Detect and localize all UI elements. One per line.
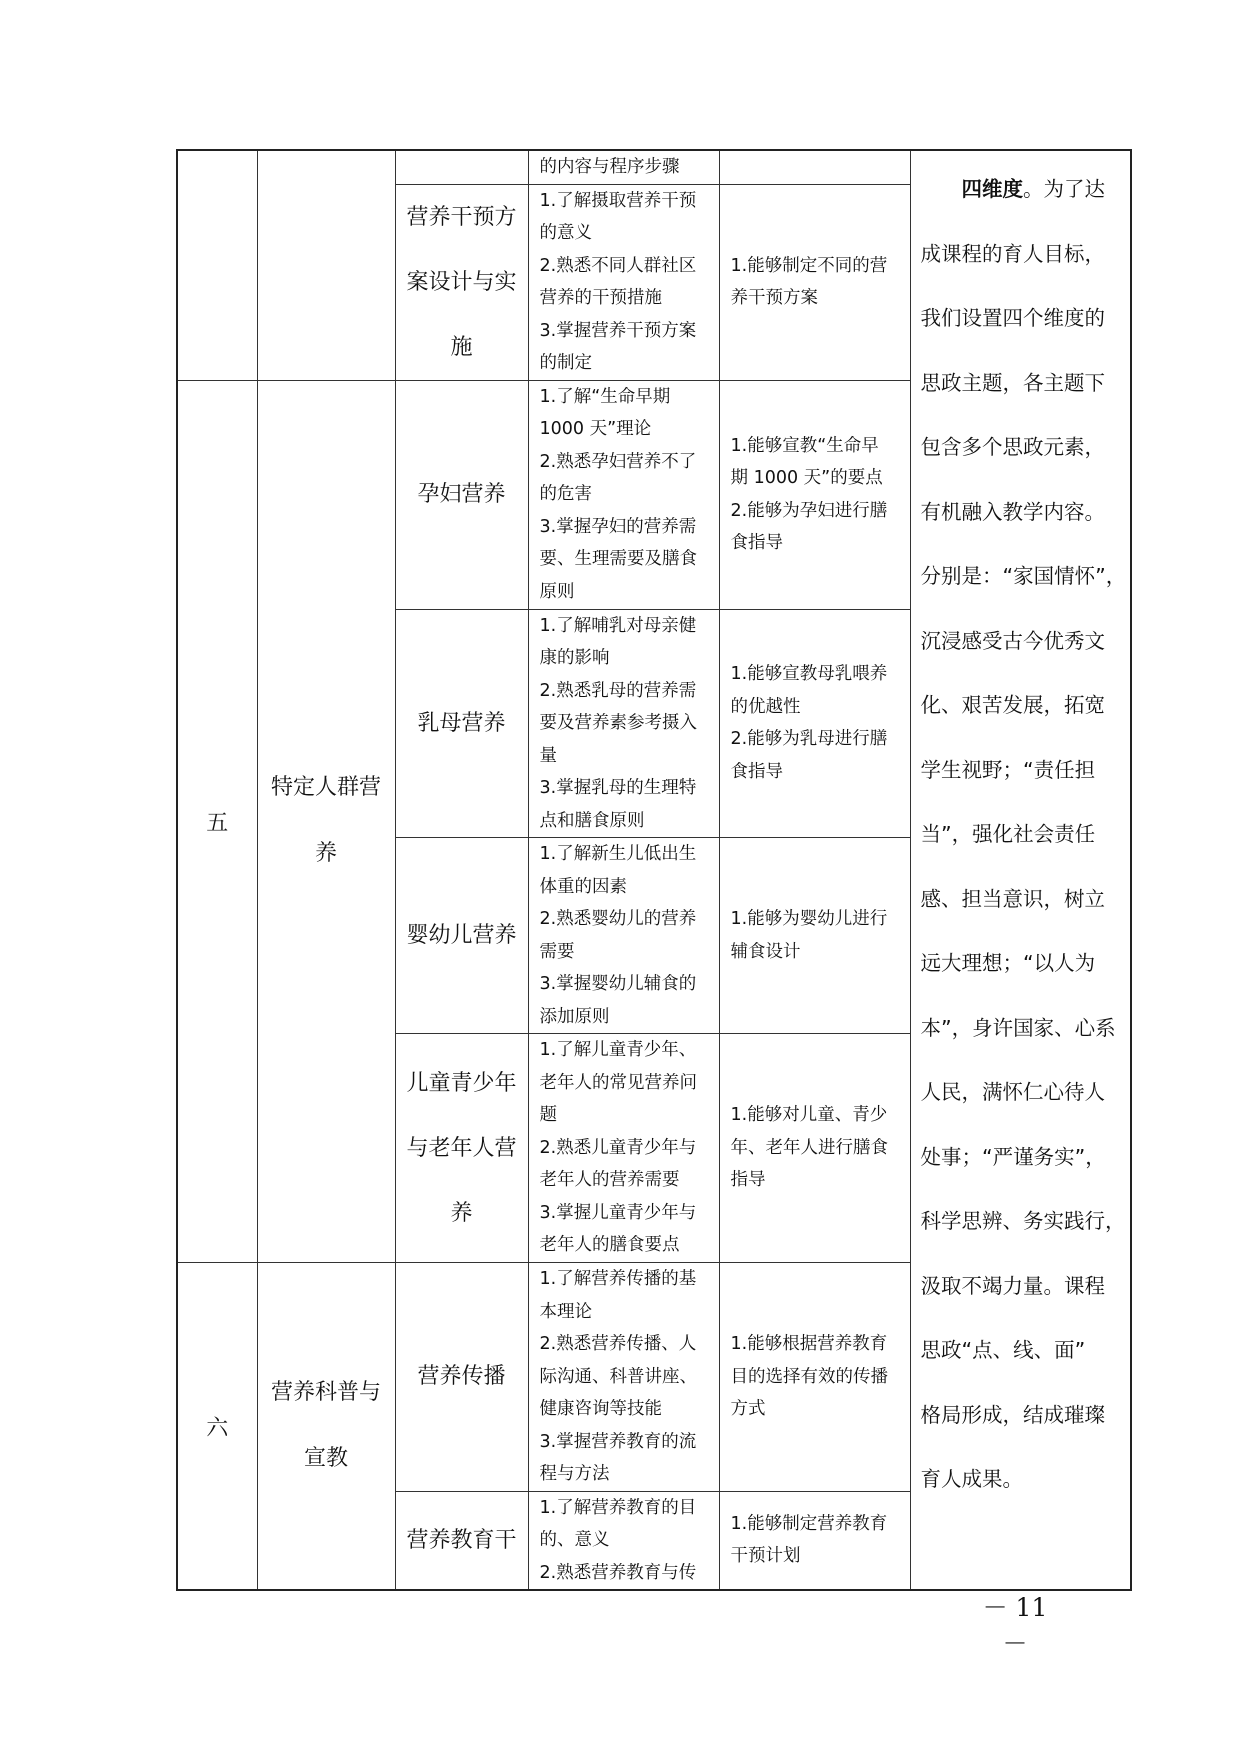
- knowledge-line: 2.熟悉婴幼儿的营养: [539, 909, 697, 929]
- skills-cell: [719, 184, 910, 380]
- topic-line: 案设计与实: [406, 269, 517, 295]
- ideology-line: 学生视野；“责任担: [920, 757, 1096, 782]
- skills-cell: [719, 1263, 910, 1492]
- skills-cell-empty: [719, 150, 910, 184]
- ideology-line: 格局形成，结成璀璨: [920, 1402, 1105, 1427]
- module-title-cell: [257, 1263, 395, 1591]
- ideology-line: 我们设置四个维度的: [920, 306, 1105, 330]
- ideology-lead-rest: 。为了达: [1023, 177, 1105, 201]
- topic-cell: [395, 380, 528, 609]
- knowledge-line: 3.掌握婴幼儿辅食的: [539, 974, 697, 994]
- knowledge-line: 3.掌握营养干预方案: [539, 320, 697, 341]
- topic-cell: [395, 609, 528, 838]
- topic-line: 营养教育干: [406, 1527, 517, 1553]
- knowledge-line: 2.熟悉不同人群社区: [539, 255, 697, 276]
- knowledge-cell: [528, 838, 719, 1034]
- knowledge-line: 的、意义: [539, 1530, 610, 1550]
- topic-line: 孕妇营养: [417, 482, 506, 507]
- page-number: － 11 －: [982, 1593, 1048, 1658]
- skills-line: 1.能够根据营养教育: [730, 1334, 888, 1354]
- skills-line: 1.能够制定营养教育: [730, 1513, 888, 1534]
- module-title-cell: [257, 380, 395, 1263]
- knowledge-line: 2.熟悉孕妇营养不了: [539, 451, 697, 472]
- ideology-line: 成课程的育人目标，: [920, 241, 1105, 266]
- ideology-line: 沉浸感受古今优秀文: [920, 628, 1105, 653]
- skills-line: 食指导: [730, 761, 783, 782]
- ideology-lead-line: [921, 157, 1117, 222]
- skills-line: 辅食设计: [730, 941, 801, 962]
- knowledge-line: 1.了解摄取营养干预: [539, 190, 697, 211]
- knowledge-line: 1.了解哺乳对母亲健: [539, 615, 697, 636]
- skills-cell: [719, 609, 910, 838]
- knowledge-cell: [528, 609, 719, 838]
- topic-cell: [395, 838, 528, 1034]
- knowledge-cell: [528, 1263, 719, 1492]
- skills-line: 养干预方案: [730, 288, 818, 308]
- knowledge-line: 老年人的营养需要: [539, 1170, 680, 1190]
- module-title-line: 养: [314, 841, 337, 867]
- ideology-line: 育人成果。: [920, 1467, 1023, 1491]
- ideology-line: 思政主题，各主题下: [920, 370, 1105, 395]
- knowledge-line: 1.了解营养教育的目: [539, 1497, 697, 1518]
- knowledge-line: 程与方法: [539, 1464, 610, 1484]
- topic-line: 婴幼儿营养: [406, 923, 517, 948]
- knowledge-line: 要、生理需要及膳食: [539, 549, 697, 569]
- module-title-line: 宣教: [303, 1446, 348, 1471]
- topic-cell: [395, 1034, 528, 1263]
- topic-line: 营养干预方: [406, 204, 517, 230]
- knowledge-line: 添加原则: [539, 1006, 610, 1027]
- knowledge-line: 题: [539, 1105, 557, 1125]
- knowledge-line: 2.熟悉儿童青少年与: [539, 1137, 697, 1158]
- knowledge-line: 老年人的常见营养问: [539, 1072, 697, 1093]
- knowledge-line: 2.熟悉营养教育与传: [539, 1562, 697, 1583]
- topic-line: 营养传播: [417, 1364, 506, 1390]
- topic-line: 养: [450, 1200, 473, 1226]
- knowledge-line: 的制定: [539, 353, 592, 373]
- knowledge-line: 3.掌握孕妇的营养需: [539, 516, 697, 537]
- ideology-line: 人民，满怀仁心待人: [920, 1080, 1105, 1104]
- ideology-cell: [910, 150, 1131, 1590]
- knowledge-line: 3.掌握乳母的生理特: [539, 778, 697, 798]
- knowledge-line: 的危害: [539, 484, 592, 504]
- ideology-line: 处事；“严谨务实”，: [920, 1144, 1106, 1169]
- knowledge-line: 1.了解“生命早期: [539, 386, 671, 407]
- knowledge-line: 2.熟悉乳母的营养需: [539, 680, 697, 701]
- skills-line: 2.能够为乳母进行膳: [730, 729, 888, 750]
- knowledge-line: 需要: [539, 941, 575, 962]
- knowledge-line: 体重的因素: [539, 876, 627, 897]
- knowledge-line: 量: [539, 745, 557, 766]
- module-title-line: 营养科普与: [270, 1380, 381, 1405]
- skills-line: 1.能够宣教“生命早: [730, 435, 879, 456]
- knowledge-line: 的内容与程序步骤: [539, 157, 680, 177]
- ideology-line: 远大理想；“以人为: [920, 951, 1096, 975]
- skills-line: 目的选择有效的传播: [730, 1366, 888, 1387]
- skills-line: 期 1000 天”的要点: [730, 468, 883, 488]
- ideology-line: 本”，身许国家、心系: [920, 1015, 1116, 1040]
- ideology-line: 包含多个思政元素，: [920, 435, 1105, 459]
- knowledge-line: 老年人的膳食要点: [539, 1235, 680, 1255]
- topic-line: 与老年人营: [406, 1135, 517, 1161]
- skills-cell: [719, 838, 910, 1034]
- skills-cell: [719, 1034, 910, 1263]
- skills-line: 方式: [730, 1399, 766, 1419]
- table-row: [177, 150, 1131, 184]
- topic-cell: [395, 1491, 528, 1590]
- knowledge-line: 1000 天”理论: [539, 419, 652, 439]
- topic-cell: [395, 184, 528, 380]
- skills-line: 食指导: [730, 533, 783, 553]
- skills-line: 指导: [730, 1170, 766, 1191]
- ideology-line: 思政“点、线、面”: [920, 1338, 1086, 1362]
- topic-cell: [395, 1263, 528, 1492]
- ideology-line: 分别是：“家国情怀”，: [920, 564, 1127, 588]
- knowledge-line: 点和膳食原则: [539, 810, 645, 831]
- knowledge-line: 1.了解儿童青少年、: [539, 1040, 697, 1060]
- ideology-line: 科学思辨、务实践行，: [920, 1209, 1126, 1233]
- ideology-line: 化、艰苦发展，拓宽: [920, 693, 1105, 717]
- module-number-cell: 六: [177, 1263, 257, 1591]
- knowledge-line: 3.掌握营养教育的流: [539, 1431, 697, 1452]
- ideology-line: 有机融入教学内容。: [920, 499, 1105, 524]
- knowledge-line: 的意义: [539, 223, 592, 243]
- skills-line: 干预计划: [730, 1546, 801, 1567]
- skills-cell: [719, 380, 910, 609]
- knowledge-cell: [528, 380, 719, 609]
- ideology-line: 感、担当意识，树立: [920, 886, 1105, 911]
- knowledge-line: 1.了解新生儿低出生: [539, 844, 697, 864]
- topic-line: 儿童青少年: [406, 1070, 517, 1096]
- skills-cell: [719, 1491, 910, 1590]
- knowledge-line: 1.了解营养传播的基: [539, 1269, 697, 1289]
- knowledge-line: 际沟通、科普讲座、: [539, 1366, 697, 1387]
- skills-line: 年、老年人进行膳食: [730, 1137, 888, 1158]
- curriculum-table: [176, 149, 1132, 1591]
- skills-line: 1.能够制定不同的营: [730, 255, 888, 276]
- skills-line: 1.能够宣教母乳喂养: [730, 664, 888, 685]
- skills-line: 1.能够对儿童、青少: [730, 1105, 888, 1126]
- knowledge-line: 3.掌握儿童青少年与: [539, 1202, 697, 1223]
- knowledge-line: 2.熟悉营养传播、人: [539, 1334, 697, 1354]
- module-title-line: 特定人群营: [270, 775, 381, 801]
- knowledge-cell: [528, 1034, 719, 1263]
- ideology-bold-lead: 四维度: [961, 177, 1023, 201]
- module-number-cell-empty: [177, 150, 257, 380]
- module-number-cell: 五: [177, 380, 257, 1263]
- topic-cell-empty: [395, 150, 528, 184]
- skills-line: 的优越性: [730, 696, 801, 717]
- knowledge-cell: [528, 1491, 719, 1590]
- knowledge-cell: [528, 150, 719, 184]
- ideology-line: 当”，强化社会责任: [920, 822, 1096, 846]
- knowledge-line: 原则: [539, 581, 575, 602]
- knowledge-line: 健康咨询等技能: [539, 1399, 662, 1419]
- ideology-line: 汲取不竭力量。课程: [920, 1273, 1105, 1298]
- skills-line: 1.能够为婴幼儿进行: [730, 909, 888, 929]
- knowledge-line: 营养的干预措施: [539, 288, 662, 308]
- topic-line: 乳母营养: [417, 710, 506, 736]
- knowledge-line: 本理论: [539, 1301, 592, 1322]
- knowledge-cell: [528, 184, 719, 380]
- knowledge-line: 要及营养素参考摄入: [539, 713, 697, 733]
- knowledge-line: 康的影响: [539, 648, 610, 668]
- module-title-cell-empty: [257, 150, 395, 380]
- skills-line: 2.能够为孕妇进行膳: [730, 500, 888, 521]
- topic-line: 施: [450, 334, 473, 360]
